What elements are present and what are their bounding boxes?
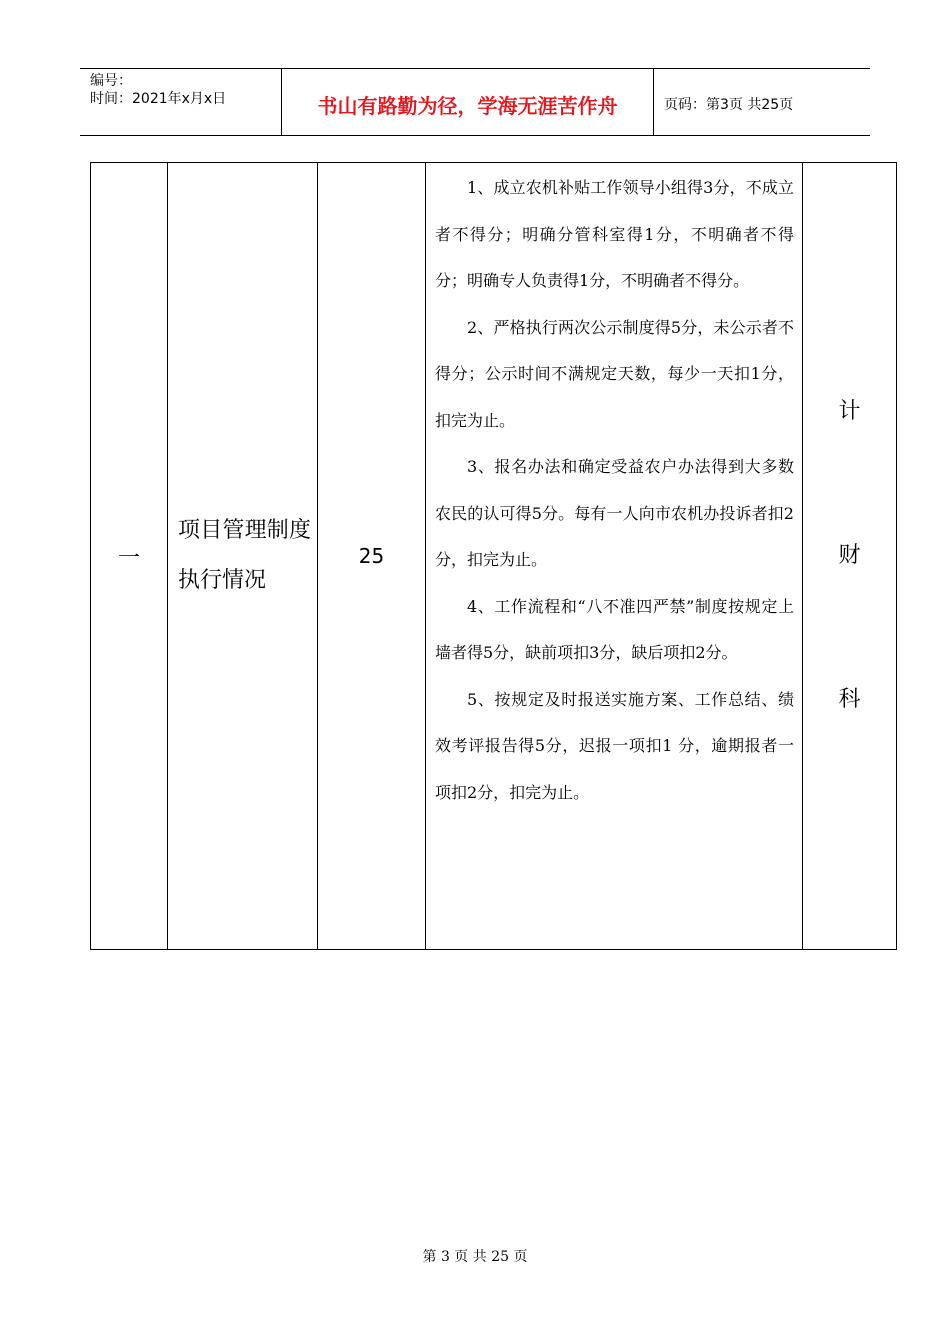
page-footer: 第 3 页 共 25 页 <box>422 1249 528 1265</box>
row-score: 25 <box>318 163 426 950</box>
header-page-info: 页码：第3页 共25页 <box>664 97 794 113</box>
row-dept <box>803 163 897 950</box>
header-motto: 书山有路勤为径，学海无涯苦作舟 <box>282 69 654 135</box>
dept-char: 科 <box>838 687 861 712</box>
doc-number-label: 编号： <box>90 73 132 89</box>
standard-item: 3、报名办法和确定受益农户办法得到大多数农民的认可得5分。每有一人向市农机办投诉者扣2分，扣完为止。 <box>435 457 794 569</box>
doc-time-label: 时间：2021年x月x日 <box>90 91 227 107</box>
dept-char: 财 <box>838 543 861 568</box>
standard-item: 1、成立农机补贴工作领导小组得3分，不成立者不得分；明确分管科室得1分，不明确者不得分；明确专人负责得1分，不明确者不得分。 <box>435 178 794 290</box>
standard-item: 5、按规定及时报送实施方案、工作总结、绩效考评报告得5分，迟报一项扣1 分，逾期报者一项扣2分，扣完为止。 <box>435 689 794 802</box>
table-row <box>91 163 897 950</box>
row-item: 项目管理制度执行情况 <box>168 163 318 950</box>
page-header <box>80 68 870 136</box>
dept-char: 计 <box>838 399 861 424</box>
standard-item: 4、工作流程和“八不准四严禁”制度按规定上墙者得5分，缺前项扣3分，缺后项扣2分。 <box>435 596 794 662</box>
evaluation-table <box>90 162 897 950</box>
row-seq: 一 <box>91 163 168 950</box>
row-standards <box>426 163 803 950</box>
header-meta <box>80 69 282 135</box>
standard-item: 2、严格执行两次公示制度得5分，未公示者不得分；公示时间不满规定天数，每少一天扣1分，扣完为止。 <box>435 317 794 430</box>
